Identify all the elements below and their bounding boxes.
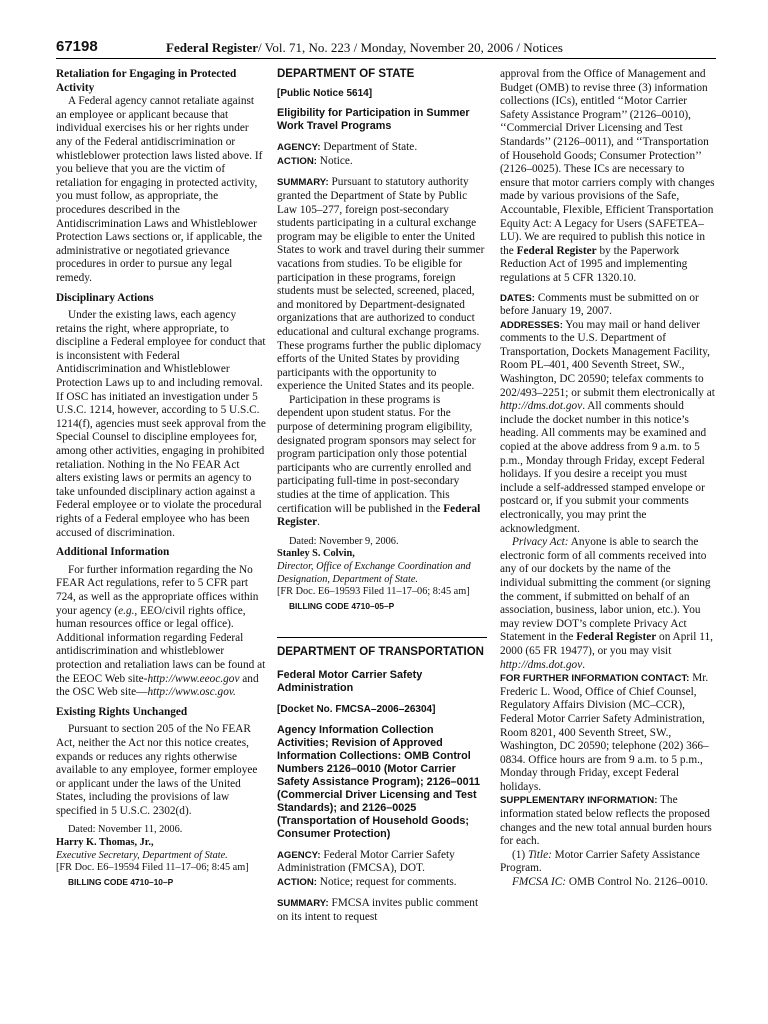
signer-title: Director, Office of Exchange Coordination and Designation, Department of State. — [277, 561, 471, 585]
section-heading-additional-info: Additional Information — [56, 546, 170, 559]
notice-title-work-travel: Eligibility for Participation in Summer Work Travel Programs — [277, 107, 470, 133]
summary-continued-paragraph: approval from the Office of Management and Budget (OMB) to revise three (3) information collections (ICs), entitled ‘‘Motor Carrier Safety Assistance Program’’ (2126–0010), ‘‘Commercial Driver Licensing and Test Standards’’ (2126–0011), and ‘‘Transportation of Household Goods; Consumer Protection’’ (2126–0025). These ICs are necessary to ensure that motor carriers comply with changes made by various provisions of the Safe, Accountable, Flexible, Efficient Transportation Equity Act: A Legacy for Users (SAFETEA–LU). We are required to publish this notice in the Federal Register by the Paperwork Reduction Act of 1995 and implementing regulations at 5 CFR 1320.10. — [500, 68, 715, 284]
docket-number: [Docket No. FMCSA–2006–26304] — [277, 703, 436, 715]
section-divider — [277, 637, 487, 638]
section-heading-existing-rights: Existing Rights Unchanged — [56, 705, 188, 718]
sub-agency-heading: Federal Motor Carrier Safety Administration — [277, 668, 423, 694]
dms-link[interactable]: http://dms.dot.gov — [500, 400, 583, 413]
participation-paragraph: Participation in these programs is dependent upon student status. For the purpose of determining program eligibility, designated program sponsors may select for program participation only those potential participants who are currently enrolled and participating full-time in post-secondary studies at the time of application. This certification will be published in the Federal Register. — [277, 393, 481, 529]
journal-name: Federal Register — [166, 40, 259, 55]
dated-line: Dated: November 9, 2006. — [289, 535, 399, 547]
supplementary-paragraph: SUPPLEMENTARY INFORMATION: The information stated below reflects the proposed changes and the new total annual burden hours for each. — [500, 794, 712, 848]
signer-name: Stanley S. Colvin, — [277, 548, 355, 560]
item-1-ic: FMCSA IC: OMB Control No. 2126–0010. — [512, 876, 708, 889]
issue-info: / Vol. 71, No. 223 / Monday, November 20, 2006 / Notices — [258, 40, 563, 55]
dates-paragraph: DATES: Comments must be submitted on or before January 19, 2007. — [500, 291, 699, 318]
page-header — [56, 38, 716, 59]
dated-line: Dated: November 11, 2006. — [68, 824, 183, 836]
privacy-act-paragraph: Privacy Act: Anyone is able to search the electronic form of all comments received into any of our dockets by the name of the individual submitting the comment (or signing the comment, if submitted on behalf of an association, business, labor union, etc.). You may review DOT’s complete Privacy Act Statement in the Federal Register on April 11, 2000 (65 FR 19477), or you may visit http://dms.dot.gov. — [500, 536, 713, 671]
agency-line: AGENCY: Federal Motor Carrier Safety Administration (FMCSA), DOT. — [277, 848, 455, 875]
agency-line: AGENCY: Department of State. — [277, 141, 418, 154]
item-1-title: (1) Title: Motor Carrier Safety Assistance Program. — [500, 848, 700, 875]
billing-code: BILLING CODE 4710–10–P — [68, 876, 174, 887]
column-2 — [277, 68, 487, 925]
fr-doc-line: [FR Doc. E6–19593 Filed 11–17–06; 8:45 am] — [277, 586, 470, 598]
signer-name: Harry K. Thomas, Jr., — [56, 837, 154, 849]
disciplinary-paragraph: Under the existing laws, each agency retains the right, where appropriate, to discipline a Federal employee for conduct that is inconsistent with Federal Antidiscrimination and Whistleblower Protection Laws up to and including removal. If OSC has initiated an investigation under 5 U.S.C. 1214, however, according to 5 U.S.C. 1214(f), agencies must seek approval from the Special Counsel to discipline employees for, among other activities, engaging in prohibited retaliation. Nothing in the No FEAR Act alters existing laws or permits an agency to take unfounded disciplinary action against a Federal employee or to violate the procedural rights of a Federal employee who has been accused of discrimination. — [56, 309, 266, 539]
existing-rights-paragraph: Pursuant to section 205 of the No FEAR Act, neither the Act nor this notice creates, expands or reduces any rights otherwise available to any employee, former employee or applicant under the laws of the United States, including the provisions of law specified in 5 U.S.C. 2302(d). — [56, 723, 258, 817]
fr-doc-line: [FR Doc. E6–19594 Filed 11–17–06; 8:45 am] — [56, 862, 249, 874]
addresses-paragraph: ADDRESSES: You may mail or hand deliver comments to the U.S. Department of Transportation, Dockets Management Facility, Room PL–401, 400 Seventh Street, SW., Washington, DC 20590; telefax comments to 202/493–2251; or submit them electronically at http://dms.dot.gov. All comments should include the docket number in this notice’s heading. All comments may be examined and copied at the above address from 9 a.m. to 5 p.m., Monday through Friday, except Federal holidays. If you desire a receipt you must include a self-addressed stamped envelope or postcard or, if you submit your comments electronically, you may print the acknowledgment. — [500, 318, 715, 535]
billing-code: BILLING CODE 4710–05–P — [289, 600, 395, 611]
department-heading-transportation: DEPARTMENT OF TRANSPORTATION — [277, 646, 484, 659]
additional-info-paragraph: For further information regarding the No FEAR Act regulations, refer to 5 CFR part 724, as well as the appropriate offices within your agency (e.g., EEO/civil rights office, human resources office or legal office). Additional information regarding Federal antidiscrimination and whistleblower protection and retaliation laws can be found at the EEOC Web site-http://www.eeoc.gov and the OSC Web site—http://www.osc.gov. — [56, 563, 266, 699]
notice-title-information-collection: Agency Information Collection Activities; Revision of Approved Information Collections: OMB Control Numbers 2126–0010 (Motor Carrier Safety Assistance Program); 2126–0011 (Commercial Driver Licensing and Test Standards); and 2126–0025 (Transportation of Household Goods; Consumer Protection) — [277, 723, 481, 840]
summary-paragraph: SUMMARY: Pursuant to statutory authority granted the Department of State by Public Law 105–277, foreign post-secondary students participating in a cultural exchange program may be eligible to enter the United States to work and travel during their summer vacations from studies. To be eligible for participation in these programs, foreign students must be selected, screened, placed, and monitored by Department-designated organizations that are authorized to conduct educational and cultural exchange programs. These programs further the public diplomacy efforts of the United States by providing participants with the opportunity to experience the United States and its people. — [277, 176, 485, 393]
dms-link[interactable]: http://dms.dot.gov — [500, 658, 583, 671]
osc-link[interactable]: http://www.osc.gov. — [147, 686, 236, 699]
department-heading-state: DEPARTMENT OF STATE — [277, 68, 415, 80]
page-number: 67198 — [56, 38, 98, 55]
section-heading-retaliation: Retaliation for Engaging in Protected Activity — [56, 68, 237, 94]
contact-paragraph: FOR FURTHER INFORMATION CONTACT: Mr. Frederic L. Wood, Office of Chief Counsel, Regulatory Affairs Division (MC–CCR), Federal Motor Carrier Safety Administration, Room 8201, 400 Seventh Street, SW., Washington, DC 20590; telephone (202) 366–0834. Office hours are from 9 a.m. to 5 p.m., Monday through Friday, except Federal holidays. — [500, 672, 709, 793]
action-line: ACTION: Notice. — [277, 154, 353, 167]
signer-title: Executive Secretary, Department of State. — [56, 849, 228, 861]
eeoc-link[interactable]: http://www.eeoc.gov — [147, 672, 240, 685]
summary-paragraph: SUMMARY: FMCSA invites public comment on its intent to request — [277, 897, 479, 923]
action-line: ACTION: Notice; request for comments. — [277, 875, 457, 888]
public-notice-number: [Public Notice 5614] — [277, 87, 373, 99]
section-heading-disciplinary: Disciplinary Actions — [56, 291, 154, 304]
column-3 — [500, 68, 716, 890]
running-head — [166, 40, 563, 56]
column-1 — [56, 68, 266, 889]
retaliation-paragraph: A Federal agency cannot retaliate against an employee or applicant because that individual exercises his or her rights under any of the Federal antidiscrimination or whistleblower protection laws listed above. If you believe that you are the victim of retaliation for engaging in protected activity, you must follow, as appropriate, the procedures described in the Antidiscrimination Laws and Whistleblower Protection Laws sections or, if applicable, the administrative or negotiated grievance procedures in order to pursue any legal remedy. — [56, 95, 263, 284]
